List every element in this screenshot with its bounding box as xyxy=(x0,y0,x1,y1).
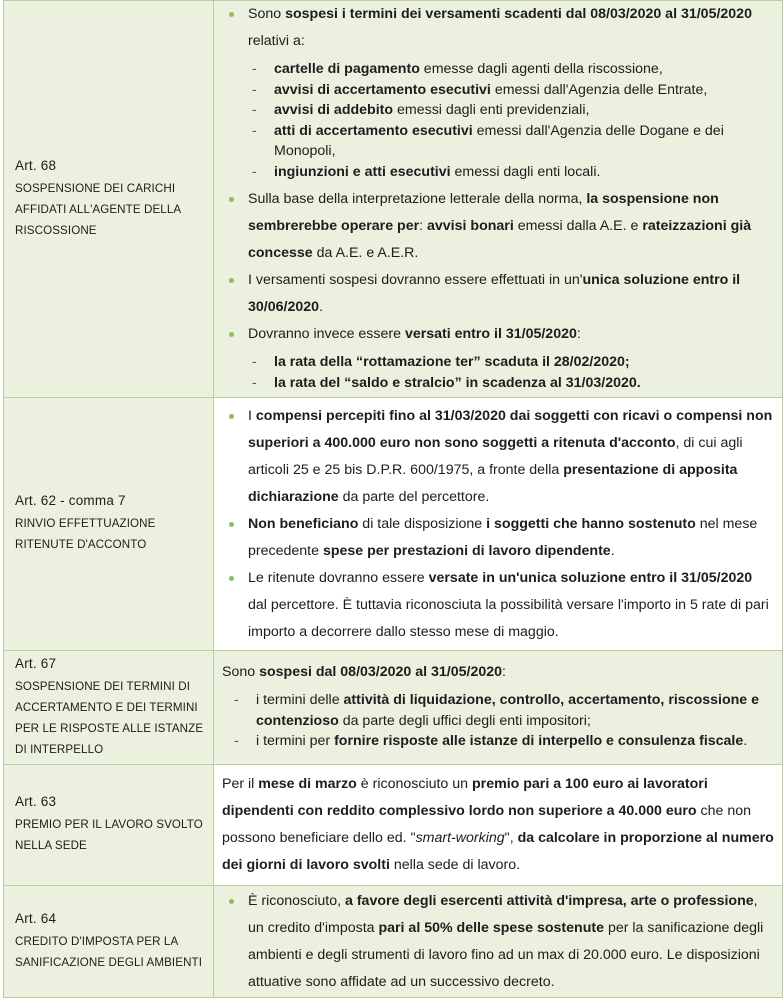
description-cell xyxy=(214,765,783,886)
article-number: Art. 62 - comma 7 xyxy=(15,493,126,508)
article-cell xyxy=(4,398,214,651)
list-item xyxy=(222,1,774,182)
articles-table xyxy=(3,0,783,998)
list-item xyxy=(230,731,774,752)
text: . xyxy=(319,299,323,315)
list-item xyxy=(222,186,774,267)
paragraph xyxy=(222,771,774,879)
text: che non possono beneficiare dello ed. " xyxy=(222,803,752,846)
table-row xyxy=(4,886,783,998)
text: emessi dagli enti previdenziali, xyxy=(393,102,590,118)
text: . xyxy=(610,542,615,559)
list-item xyxy=(248,121,774,162)
text: i termini delle xyxy=(256,692,344,709)
text: relativi a: xyxy=(248,33,305,49)
article-title: SOSPENSIONE DEI CARICHI AFFIDATI ALL'AGENTE DELLA RISCOSSIONE xyxy=(15,181,181,237)
article-title: RINVIO EFFETTUAZIONE RITENUTE D'ACCONTO xyxy=(15,517,156,551)
bold-text: a favore degli esercenti attività d'impresa, arte o professione xyxy=(345,892,754,909)
bold-text: attività di liquidazione, controllo, accertamento, riscossione e contenzioso xyxy=(256,692,760,729)
article-title: CREDITO D'IMPOSTA PER LA SANIFICAZIONE DEGLI AMBIENTI xyxy=(15,934,203,969)
text: Sono xyxy=(222,664,260,681)
text: emessi dagli enti locali. xyxy=(450,163,601,180)
bold-text: pari al 50% delle spese sostenute xyxy=(378,919,604,936)
text: I versamenti sospesi dovranno essere effettuati in un' xyxy=(248,272,583,288)
article-cell xyxy=(4,651,214,765)
bold-text: spese per prestazioni di lavoro dipendente xyxy=(322,542,611,559)
article-title: PREMIO PER IL LAVORO SVOLTO NELLA SEDE xyxy=(15,818,203,852)
text: , di cui agli articoli 25 e 25 bis D.P.R. 600/1975, a fronte della xyxy=(248,434,743,478)
list-item xyxy=(248,59,774,80)
bold-text: mese di marzo xyxy=(258,776,357,792)
text: emessi dall'Agenzia delle Entrate, xyxy=(490,81,708,98)
list-item xyxy=(222,321,774,393)
sub-list xyxy=(230,690,774,752)
text: È riconosciuto, xyxy=(248,892,345,909)
bold-text: versati entro il 31/05/2020 xyxy=(404,326,577,342)
bold-text: avvisi bonari xyxy=(427,218,514,234)
text: Sulla base della interpretazione letterale della norma, xyxy=(248,191,587,207)
bold-text: compensi percepiti fino al 31/03/2020 dai soggetti con ricavi o compensi non superiori a 400.000 euro non sono soggetti a ritenuta d'acconto xyxy=(248,407,773,451)
sub-list xyxy=(248,352,774,393)
text: emessi dalla A.E. e xyxy=(513,218,643,234)
list-item xyxy=(222,888,774,996)
bold-text: rateizzazioni già concesse xyxy=(248,218,752,261)
text: da parte del percettore. xyxy=(338,488,490,505)
list-item xyxy=(248,100,774,121)
bold-text: atti di accertamento esecutivi xyxy=(274,122,473,139)
table-row xyxy=(4,765,783,886)
text: nel mese precedente xyxy=(248,515,758,559)
bold-text: avvisi di accertamento esecutivi xyxy=(274,81,491,98)
text: emessi dall'Agenzia delle Dogane e dei Monopoli, xyxy=(274,122,724,159)
table-row xyxy=(4,1,783,398)
bold-text: avvisi di addebito xyxy=(274,102,394,118)
bold-text: cartelle di pagamento xyxy=(274,61,420,77)
text: , un credito d'imposta xyxy=(248,892,758,936)
text: I xyxy=(248,407,256,424)
list-item xyxy=(222,565,774,646)
list-item xyxy=(230,690,774,731)
article-cell xyxy=(4,1,214,398)
text: Per il xyxy=(222,776,259,792)
text: : xyxy=(419,218,428,234)
text: da A.E. e A.E.R. xyxy=(312,245,419,261)
text: per la sanificazione degli ambienti e degli strumenti di lavoro fino ad un max di 20.000 euro. Le disposizioni attuative sono affidate ad un successivo decreto. xyxy=(248,919,764,990)
article-number: Art. 63 xyxy=(15,794,57,809)
article-number: Art. 64 xyxy=(15,910,57,926)
text: : xyxy=(502,664,506,681)
bold-text: sospesi i termini dei versamenti scadenti dal 08/03/2020 al 31/05/2020 xyxy=(285,6,752,22)
sub-list xyxy=(248,59,774,182)
bold-text: da calcolare in proporzione al numero dei giorni di lavoro svolti xyxy=(222,830,774,873)
bold-text: ingiunzioni e atti esecutivi xyxy=(274,163,451,180)
text: emesse dagli agenti della riscossione, xyxy=(419,61,663,77)
bullet-list xyxy=(222,1,774,393)
text: è riconosciuto un xyxy=(356,776,472,792)
bullet-list xyxy=(222,888,774,996)
bullet-list xyxy=(222,403,774,646)
bold-text: la rata del “saldo e stralcio” in scadenza al 31/03/2020. xyxy=(274,374,641,391)
text: Dovranno invece essere xyxy=(248,326,405,342)
list-item xyxy=(248,80,774,101)
description-cell xyxy=(214,651,783,765)
list-item xyxy=(248,352,774,373)
table-row xyxy=(4,398,783,651)
text: da parte degli uffici degli enti impositori; xyxy=(338,712,591,729)
bold-text: Non beneficiano xyxy=(248,515,359,532)
article-cell xyxy=(4,886,214,998)
text: di tale disposizione xyxy=(358,515,487,532)
paragraph xyxy=(222,659,774,686)
article-number: Art. 68 xyxy=(15,157,57,173)
article-title: SOSPENSIONE DEI TERMINI DI ACCERTAMENTO E DEI TERMINI PER LE RISPOSTE ALLE ISTANZE DI INTERPELLO xyxy=(15,679,204,756)
bold-text: presentazione di apposita dichiarazione xyxy=(248,461,738,505)
bold-text: versate in un'unica soluzione entro il 31/05/2020 xyxy=(428,569,753,586)
article-number: Art. 67 xyxy=(15,655,57,671)
bold-text: fornire risposte alle istanze di interpello e consulenza fiscale xyxy=(334,733,744,750)
text: : xyxy=(576,326,581,342)
list-item xyxy=(222,511,774,565)
table-row xyxy=(4,651,783,765)
list-item xyxy=(248,162,774,183)
bold-text: i soggetti che hanno sostenuto xyxy=(486,515,696,532)
text: Le ritenute dovranno essere xyxy=(248,569,429,586)
text: dal percettore. È tuttavia riconosciuta la possibilità versare l'importo in 5 rate di pari importo a decorrere dallo stesso mese di maggio. xyxy=(248,596,769,640)
description-cell xyxy=(214,398,783,651)
text: i termini per xyxy=(256,733,335,750)
bold-text: unica soluzione entro il 30/06/2020 xyxy=(248,272,741,315)
bold-text: premio pari a 100 euro ai lavoratori dipendenti con reddito complessivo lordo non superiore a 40.000 euro xyxy=(222,776,708,819)
text: nella sede di lavoro. xyxy=(389,857,521,873)
list-item xyxy=(248,373,774,394)
description-cell xyxy=(214,886,783,998)
text: . xyxy=(743,733,748,750)
article-cell xyxy=(4,765,214,886)
list-item xyxy=(222,267,774,321)
list-item xyxy=(222,403,774,511)
bold-text: la rata della “rottamazione ter” scaduta il 28/02/2020; xyxy=(274,354,630,370)
bold-text: la sospensione non sembrerebbe operare per xyxy=(248,191,719,234)
description-cell xyxy=(214,1,783,398)
text: Sono xyxy=(248,6,286,22)
italic-text: smart-working xyxy=(415,830,505,846)
text: ", xyxy=(504,830,518,846)
bold-text: sospesi dal 08/03/2020 al 31/05/2020 xyxy=(259,664,503,681)
